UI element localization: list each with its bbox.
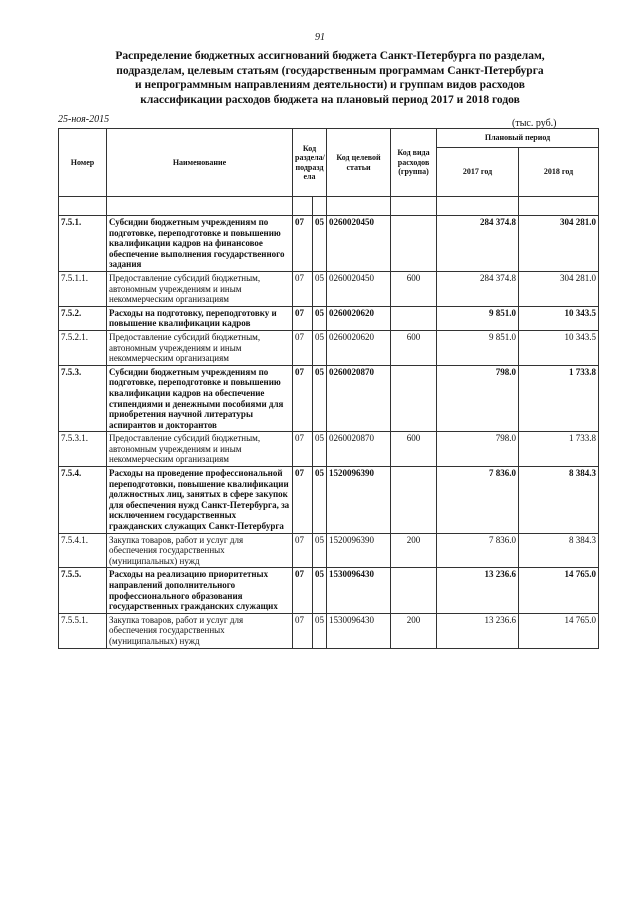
row-expense-type — [391, 365, 437, 432]
table-row — [59, 365, 599, 432]
row-target-code: 0260020620 — [327, 330, 391, 365]
row-name: Предоставление субсидий бюджетным, автономным учреждениям и иным некоммерческим организациям — [107, 271, 293, 306]
row-name: Предоставление субсидий бюджетным, автономным учреждениям и иным некоммерческим организациям — [107, 330, 293, 365]
row-amount-2017: 284 374.8 — [437, 216, 519, 272]
budget-table — [58, 128, 599, 649]
row-number: 7.5.5. — [59, 568, 107, 613]
row-name: Субсидии бюджетным учреждениям по подготовке, переподготовке и повышению квалификации кадров на обеспечение стипендиями и денежными пособиями для приобретения научной литературы аспирантов и докторантов — [107, 365, 293, 432]
row-subsection-code: 05 — [313, 216, 327, 272]
row-expense-type: 600 — [391, 432, 437, 467]
row-section-code: 07 — [293, 365, 313, 432]
row-number: 7.5.1.1. — [59, 271, 107, 306]
row-name: Закупка товаров, работ и услуг для обеспечения государственных (муниципальных) нужд — [107, 533, 293, 568]
table-row — [59, 533, 599, 568]
row-amount-2018: 10 343.5 — [519, 306, 599, 330]
row-expense-type: 200 — [391, 613, 437, 648]
row-amount-2018: 304 281.0 — [519, 271, 599, 306]
row-amount-2017: 9 851.0 — [437, 330, 519, 365]
row-section-code: 07 — [293, 432, 313, 467]
row-amount-2018: 8 384.3 — [519, 533, 599, 568]
table-row — [59, 306, 599, 330]
table-row — [59, 467, 599, 534]
row-subsection-code: 05 — [313, 306, 327, 330]
row-section-code: 07 — [293, 533, 313, 568]
row-section-code: 07 — [293, 568, 313, 613]
row-number: 7.5.4.1. — [59, 533, 107, 568]
row-number: 7.5.3.1. — [59, 432, 107, 467]
row-subsection-code: 05 — [313, 330, 327, 365]
row-name: Расходы на проведение профессиональной переподготовки, повышение квалификации должностных лиц, занятых в сфере закупок для обеспечения нужд Санкт-Петербурга, за исключением государственных гражданских служащих Санкт-Петербурга — [107, 467, 293, 534]
row-section-code: 07 — [293, 271, 313, 306]
row-section-code: 07 — [293, 467, 313, 534]
table-header-row — [59, 129, 599, 148]
document-date: 25-ноя-2015 — [58, 114, 110, 125]
row-number: 7.5.1. — [59, 216, 107, 272]
row-section-code: 07 — [293, 613, 313, 648]
row-name: Предоставление субсидий бюджетным, автономным учреждениям и иным некоммерческим организациям — [107, 432, 293, 467]
row-expense-type — [391, 216, 437, 272]
row-amount-2017: 798.0 — [437, 365, 519, 432]
row-target-code: 0260020870 — [327, 432, 391, 467]
row-expense-type: 600 — [391, 271, 437, 306]
table-row — [59, 568, 599, 613]
row-target-code: 0260020450 — [327, 216, 391, 272]
row-amount-2018: 1 733.8 — [519, 432, 599, 467]
row-subsection-code: 05 — [313, 568, 327, 613]
header-2018: 2018 год — [519, 148, 599, 197]
table-row — [59, 432, 599, 467]
page-number: 91 — [315, 32, 325, 43]
row-number: 7.5.2. — [59, 306, 107, 330]
header-target: Код целевой статьи — [327, 129, 391, 197]
header-number: Номер — [59, 129, 107, 197]
row-number: 7.5.4. — [59, 467, 107, 534]
row-subsection-code: 05 — [313, 467, 327, 534]
header-2017: 2017 год — [437, 148, 519, 197]
row-section-code: 07 — [293, 216, 313, 272]
row-amount-2018: 14 765.0 — [519, 568, 599, 613]
row-subsection-code: 05 — [313, 533, 327, 568]
row-target-code: 1520096390 — [327, 533, 391, 568]
row-amount-2017: 798.0 — [437, 432, 519, 467]
row-number: 7.5.5.1. — [59, 613, 107, 648]
table-row — [59, 613, 599, 648]
table-body — [59, 197, 599, 649]
row-expense-type: 600 — [391, 330, 437, 365]
row-amount-2017: 13 236.6 — [437, 568, 519, 613]
row-section-code: 07 — [293, 330, 313, 365]
row-name: Расходы на подготовку, переподготовку и повышение квалификации кадров — [107, 306, 293, 330]
header-plan-period: Плановый период — [437, 129, 599, 148]
table-row — [59, 330, 599, 365]
row-amount-2017: 284 374.8 — [437, 271, 519, 306]
row-target-code: 0260020620 — [327, 306, 391, 330]
header-section: Код раздела/ подразд ела — [293, 129, 327, 197]
row-amount-2018: 10 343.5 — [519, 330, 599, 365]
row-amount-2017: 7 836.0 — [437, 467, 519, 534]
row-amount-2018: 1 733.8 — [519, 365, 599, 432]
row-amount-2017: 13 236.6 — [437, 613, 519, 648]
row-name: Субсидии бюджетным учреждениям по подготовке, переподготовке и повышению квалификации кадров на финансовое обеспечение выполнения государственного задания — [107, 216, 293, 272]
row-target-code: 1520096390 — [327, 467, 391, 534]
table-spacer-row — [59, 197, 599, 216]
row-subsection-code: 05 — [313, 432, 327, 467]
row-expense-type: 200 — [391, 533, 437, 568]
row-amount-2018: 8 384.3 — [519, 467, 599, 534]
document-title: Распределение бюджетных ассигнований бюджета Санкт-Петербурга по разделам, подразделам, целевым статьям (государственным программам Санкт-Петербурга и непрограммным направлениям деятельности) и группам видов расходов классификации расходов бюджета на плановый период 2017 и 2018 годов — [115, 50, 545, 106]
row-expense-type — [391, 467, 437, 534]
table-row — [59, 271, 599, 306]
row-expense-type — [391, 306, 437, 330]
row-target-code: 1530096430 — [327, 568, 391, 613]
row-section-code: 07 — [293, 306, 313, 330]
units-label: (тыс. руб.) — [512, 118, 557, 129]
row-target-code: 0260020870 — [327, 365, 391, 432]
row-subsection-code: 05 — [313, 271, 327, 306]
row-amount-2017: 9 851.0 — [437, 306, 519, 330]
row-target-code: 1530096430 — [327, 613, 391, 648]
row-amount-2017: 7 836.0 — [437, 533, 519, 568]
row-target-code: 0260020450 — [327, 271, 391, 306]
row-name: Расходы на реализацию приоритетных направлений дополнительного профессионального образования государственных гражданских служащих — [107, 568, 293, 613]
row-number: 7.5.3. — [59, 365, 107, 432]
row-amount-2018: 304 281.0 — [519, 216, 599, 272]
row-number: 7.5.2.1. — [59, 330, 107, 365]
row-amount-2018: 14 765.0 — [519, 613, 599, 648]
row-name: Закупка товаров, работ и услуг для обеспечения государственных (муниципальных) нужд — [107, 613, 293, 648]
header-name: Наименование — [107, 129, 293, 197]
row-subsection-code: 05 — [313, 365, 327, 432]
row-subsection-code: 05 — [313, 613, 327, 648]
header-type: Код вида расходов (группа) — [391, 129, 437, 197]
table-row — [59, 216, 599, 272]
row-expense-type — [391, 568, 437, 613]
